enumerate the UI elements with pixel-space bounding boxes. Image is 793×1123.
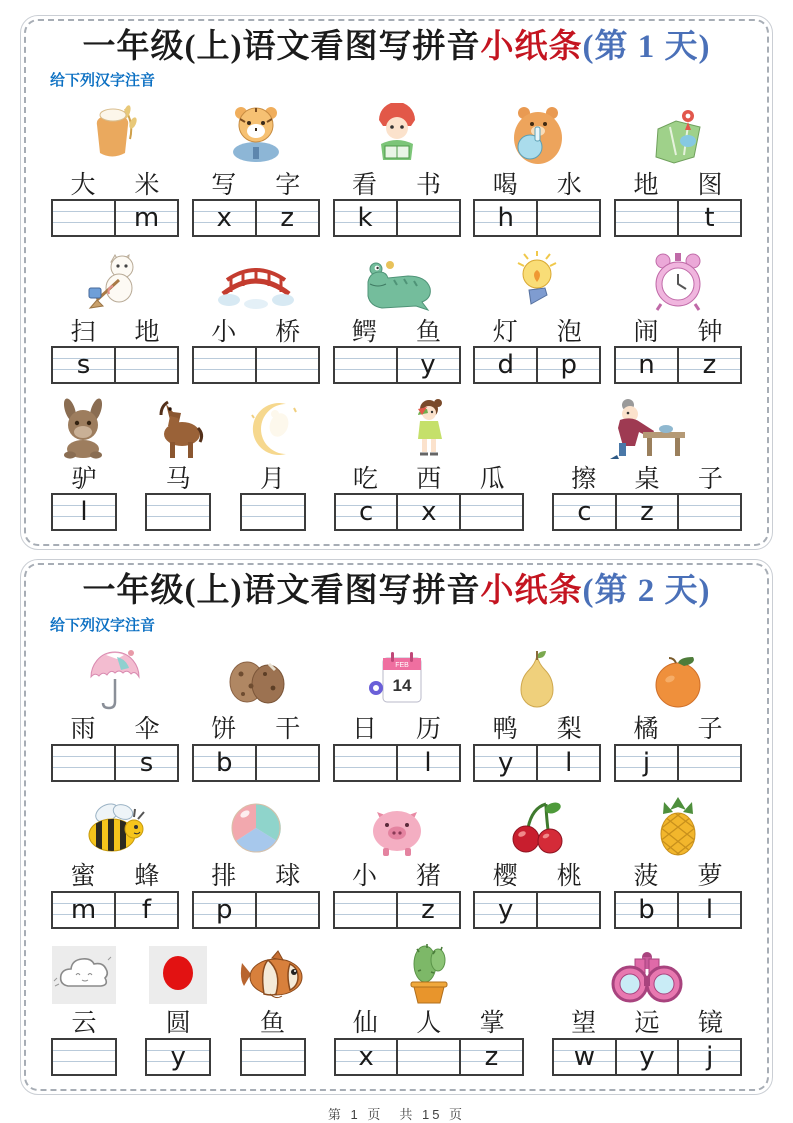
word-char: 大 (70, 171, 96, 199)
pinyin-answer-box[interactable] (192, 346, 320, 384)
chinese-word (240, 460, 306, 493)
word-char: 扫 (70, 318, 96, 346)
day-panel-inner (24, 563, 769, 1090)
pinyin-hint: b (215, 747, 233, 778)
umbrella-icon (51, 644, 179, 710)
word-char: 远 (634, 1010, 660, 1037)
pinyin-hint: n (638, 350, 655, 381)
vocab-item (333, 644, 461, 782)
pinyin-cell[interactable] (677, 348, 740, 382)
pinyin-cell[interactable] (396, 1040, 459, 1074)
pinyin-hint: c (358, 497, 374, 528)
vocab-item (334, 938, 524, 1076)
pinyin-hint: s (139, 747, 154, 778)
word-char: 字 (275, 171, 301, 199)
pinyin-cell[interactable] (335, 201, 396, 235)
panel-title-highlight: 小纸条 (480, 573, 583, 610)
pinyin-cell[interactable] (194, 893, 255, 927)
cloud-icon (51, 938, 117, 1004)
chinese-word (552, 460, 742, 493)
vocab-item (614, 791, 742, 929)
pinyin-cell[interactable] (335, 348, 396, 382)
page-footer: 第 1 页 共 15 页 (327, 1106, 466, 1122)
pinyin-answer-box[interactable] (51, 1038, 117, 1076)
pinyin-hint: t (704, 203, 715, 234)
word-char: 图 (697, 171, 723, 199)
panel-title-highlight: 小纸条 (480, 29, 583, 65)
word-char: 历 (415, 716, 441, 743)
vocab-item (333, 99, 461, 237)
pinyin-cell[interactable] (475, 348, 536, 382)
pinyin-hint: j (706, 1041, 714, 1072)
pinyin-hint: x (358, 1041, 374, 1072)
pinyin-cell[interactable] (53, 893, 114, 927)
pinyin-cell[interactable] (53, 1040, 115, 1074)
word-char: 闹 (633, 318, 659, 346)
pinyin-cell[interactable] (554, 495, 615, 529)
word-char: 瓜 (479, 465, 505, 493)
word-char: 排 (211, 863, 237, 890)
chinese-word (51, 1005, 117, 1038)
grandma-wiping-table-icon (552, 393, 742, 459)
pinyin-answer-box[interactable] (614, 346, 742, 384)
chinese-word (333, 313, 461, 346)
word-char: 看 (351, 171, 377, 199)
day-panel-2 (20, 559, 773, 1094)
vocab-item (145, 393, 211, 531)
word-char: 西 (416, 465, 442, 493)
pinyin-answer-box[interactable] (334, 493, 524, 531)
chinese-word (51, 313, 179, 346)
word-char: 鱼 (259, 1010, 285, 1037)
pinyin-cell[interactable] (255, 746, 318, 780)
chinese-word (614, 858, 742, 891)
word-char: 小 (351, 863, 377, 890)
vocab-item (51, 246, 179, 384)
chinese-word (333, 166, 461, 199)
word-char: 小 (211, 318, 237, 346)
word-char: 喝 (492, 171, 518, 199)
panel-title (48, 571, 745, 612)
pinyin-answer-box[interactable] (192, 744, 320, 782)
pinyin-cell[interactable] (53, 746, 114, 780)
vocab-item (552, 393, 742, 531)
pinyin-hint: y (420, 350, 436, 381)
chinese-word (51, 166, 179, 199)
chinese-word (473, 166, 601, 199)
day-panel-1 (20, 15, 773, 550)
pinyin-cell[interactable] (396, 746, 459, 780)
vocab-item (51, 791, 179, 929)
pinyin-hint: y (170, 1041, 186, 1072)
vocab-item (192, 246, 320, 384)
pinyin-hint: l (705, 894, 714, 925)
chinese-word (192, 858, 320, 891)
pinyin-hint: s (76, 350, 91, 381)
piglet-icon (333, 791, 461, 857)
vocab-row (48, 99, 745, 237)
word-char: 米 (134, 171, 160, 199)
word-char: 月 (259, 465, 285, 493)
panel-title-day: (第 1 天) (582, 29, 711, 65)
word-char: 蜜 (70, 863, 96, 890)
word-char: 鸭 (492, 716, 518, 743)
word-char: 吃 (352, 465, 378, 493)
pinyin-cell[interactable] (677, 893, 740, 927)
pinyin-answer-box[interactable] (473, 199, 601, 237)
word-char: 萝 (697, 863, 723, 890)
vocab-item (473, 99, 601, 237)
panels-container (20, 15, 773, 1095)
vocab-row (48, 644, 745, 782)
donkey-icon (51, 393, 117, 459)
vocab-item (145, 938, 211, 1076)
panel-title-main: 一年级(上)语文看图写拼音 (82, 573, 481, 610)
panel-title (48, 27, 745, 68)
vocab-item (473, 791, 601, 929)
pinyin-cell[interactable] (255, 201, 318, 235)
word-char: 仙 (352, 1010, 378, 1037)
pinyin-cell[interactable] (677, 495, 740, 529)
vocab-item (552, 938, 742, 1076)
pinyin-answer-box[interactable] (473, 346, 601, 384)
chinese-word (51, 858, 179, 891)
vocab-item (51, 99, 179, 237)
word-char: 书 (415, 171, 441, 199)
vocab-item (51, 938, 117, 1076)
pinyin-hint: y (639, 1041, 655, 1072)
chinese-word (240, 1005, 306, 1038)
pinyin-hint: z (280, 203, 295, 234)
word-char: 鱼 (415, 318, 441, 346)
svg-text:FEB: FEB (394, 661, 409, 669)
vocab-row (48, 791, 745, 929)
chinese-word (192, 166, 320, 199)
chinese-word (192, 313, 320, 346)
pinyin-answer-box[interactable] (473, 891, 601, 929)
light-bulb-icon (473, 246, 601, 312)
word-char: 鳄 (351, 318, 377, 346)
chinese-word (333, 858, 461, 891)
word-char: 灯 (492, 318, 518, 346)
pinyin-hint: z (640, 497, 654, 528)
day-panel-inner (24, 19, 769, 546)
pinyin-cell[interactable] (335, 746, 396, 780)
pinyin-cell[interactable] (554, 1040, 615, 1074)
word-char: 地 (134, 318, 160, 346)
pinyin-cell[interactable] (615, 1040, 678, 1074)
word-char: 樱 (492, 863, 518, 890)
word-char: 子 (697, 716, 723, 743)
pinyin-cell[interactable] (536, 746, 599, 780)
word-char: 人 (416, 1010, 442, 1037)
chinese-word (334, 460, 524, 493)
vocab-item (192, 99, 320, 237)
panel-rows (48, 99, 745, 531)
horse-icon (145, 393, 211, 459)
vocab-row (48, 393, 745, 531)
pinyin-cell[interactable] (335, 893, 396, 927)
word-char: 饼 (211, 716, 237, 743)
chinese-word (614, 313, 742, 346)
vocab-item (614, 246, 742, 384)
word-char: 蜂 (134, 863, 160, 890)
pinyin-answer-box[interactable] (614, 891, 742, 929)
pinyin-answer-box[interactable] (192, 199, 320, 237)
pinyin-answer-box[interactable] (240, 493, 306, 531)
panel-instruction: 给下列汉字注音 (50, 72, 156, 90)
pinyin-cell[interactable] (336, 495, 397, 529)
vocab-item (473, 246, 601, 384)
pinyin-cell[interactable] (242, 495, 304, 529)
vocab-item (240, 938, 306, 1076)
beach-ball-icon (192, 791, 320, 857)
word-char: 伞 (134, 716, 160, 743)
tiger-writing-icon (192, 99, 320, 165)
vocab-item (51, 393, 117, 531)
pinyin-answer-box[interactable] (552, 493, 742, 531)
calendar-icon (333, 644, 461, 710)
girl-eating-watermelon-icon (334, 393, 524, 459)
word-char: 桥 (275, 318, 301, 346)
pinyin-cell[interactable] (677, 201, 740, 235)
chinese-word (614, 166, 742, 199)
pinyin-cell[interactable] (114, 746, 177, 780)
pinyin-hint: h (497, 203, 514, 234)
pinyin-answer-box[interactable] (552, 1038, 742, 1076)
pinyin-cell[interactable] (536, 893, 599, 927)
pinyin-cell[interactable] (53, 348, 114, 382)
rice-sack-icon (51, 99, 179, 165)
word-char: 掌 (479, 1010, 505, 1037)
chinese-word (145, 460, 211, 493)
pinyin-answer-box[interactable] (51, 744, 179, 782)
vocab-item (473, 644, 601, 782)
chinese-word (145, 1005, 211, 1038)
pinyin-cell[interactable] (147, 1040, 209, 1074)
word-char: 擦 (571, 465, 597, 493)
pinyin-cell[interactable] (536, 201, 599, 235)
pinyin-hint: z (484, 1041, 499, 1072)
pinyin-answer-box[interactable] (614, 744, 742, 782)
chinese-word (333, 711, 461, 744)
pinyin-cell[interactable] (114, 893, 177, 927)
pinyin-answer-box[interactable] (333, 199, 461, 237)
map-icon (614, 99, 742, 165)
child-reading-icon (333, 99, 461, 165)
pinyin-cell[interactable] (459, 1040, 522, 1074)
bee-icon (51, 791, 179, 857)
pinyin-cell[interactable] (194, 746, 255, 780)
pinyin-cell[interactable] (536, 348, 599, 382)
pinyin-hint: l (565, 747, 573, 778)
pinyin-answer-box[interactable] (473, 744, 601, 782)
pinyin-answer-box[interactable] (614, 199, 742, 237)
panel-title-day: (第 2 天) (582, 573, 711, 610)
cat-sweeping-icon (51, 246, 179, 312)
pinyin-answer-box[interactable] (51, 346, 179, 384)
pinyin-cell[interactable] (616, 893, 677, 927)
word-char: 雨 (70, 716, 96, 743)
word-char: 驴 (71, 465, 97, 493)
pinyin-answer-box[interactable] (333, 744, 461, 782)
chinese-word (614, 711, 742, 744)
pear-icon (473, 644, 601, 710)
pinyin-hint: k (357, 203, 373, 234)
pinyin-cell[interactable] (396, 495, 459, 529)
pinyin-hint: y (498, 894, 514, 925)
pinyin-cell[interactable] (336, 1040, 397, 1074)
word-char: 望 (571, 1010, 597, 1037)
pinyin-cell[interactable] (475, 201, 536, 235)
pinyin-hint: m (133, 203, 160, 234)
word-char: 地 (633, 171, 659, 199)
word-char: 镜 (697, 1010, 723, 1037)
word-char: 日 (351, 716, 377, 743)
pinyin-cell[interactable] (616, 348, 677, 382)
word-char: 水 (556, 171, 582, 199)
pinyin-cell[interactable] (459, 495, 522, 529)
pineapple-icon (614, 791, 742, 857)
pinyin-hint: j (642, 747, 651, 778)
vocab-item (333, 791, 461, 929)
pinyin-answer-box[interactable] (333, 346, 461, 384)
bear-drinking-icon (473, 99, 601, 165)
pinyin-cell[interactable] (194, 201, 255, 235)
panel-rows (48, 644, 745, 1076)
pinyin-hint: l (424, 747, 432, 778)
pinyin-cell[interactable] (616, 201, 677, 235)
vocab-row (48, 938, 745, 1076)
pinyin-answer-box[interactable] (192, 891, 320, 929)
pinyin-hint: w (573, 1041, 595, 1072)
vocab-row (48, 246, 745, 384)
pinyin-cell[interactable] (53, 495, 115, 529)
chinese-word (334, 1005, 524, 1038)
crescent-moon-icon (240, 393, 306, 459)
pinyin-hint: p (215, 894, 233, 925)
chinese-word (473, 313, 601, 346)
pinyin-hint: f (141, 894, 152, 925)
word-char: 桃 (556, 863, 582, 890)
cherries-icon (473, 791, 601, 857)
word-char: 干 (275, 716, 301, 743)
pinyin-answer-box[interactable] (145, 493, 211, 531)
panel-title-main: 一年级(上)语文看图写拼音 (82, 29, 481, 65)
pinyin-cell[interactable] (396, 348, 459, 382)
alarm-clock-icon (614, 246, 742, 312)
pinyin-cell[interactable] (114, 201, 177, 235)
pinyin-cell[interactable] (242, 1040, 304, 1074)
svg-text:14: 14 (392, 675, 411, 695)
word-char: 梨 (556, 716, 582, 743)
pinyin-hint: x (216, 203, 232, 234)
vocab-item (333, 246, 461, 384)
pinyin-hint: m (70, 894, 97, 925)
vocab-item (192, 644, 320, 782)
word-char: 钟 (697, 318, 723, 346)
pinyin-cell[interactable] (615, 495, 678, 529)
chinese-word (552, 1005, 742, 1038)
vocab-item (334, 393, 524, 531)
panel-instruction: 给下列汉字注音 (50, 616, 156, 634)
pinyin-hint: z (421, 894, 435, 925)
pinyin-cell[interactable] (396, 201, 459, 235)
pinyin-cell[interactable] (194, 348, 255, 382)
word-char: 菠 (633, 863, 659, 890)
vocab-item (614, 99, 742, 237)
pinyin-answer-box[interactable] (51, 891, 179, 929)
pinyin-cell[interactable] (53, 201, 114, 235)
vocab-item (614, 644, 742, 782)
word-char: 圆 (165, 1010, 191, 1037)
chinese-word (473, 711, 601, 744)
chinese-word (51, 460, 117, 493)
pinyin-cell[interactable] (616, 746, 677, 780)
chinese-word (473, 858, 601, 891)
chinese-word (51, 711, 179, 744)
pinyin-hint: d (497, 350, 514, 381)
word-char: 云 (71, 1010, 97, 1037)
word-char: 橘 (633, 716, 659, 743)
word-char: 桌 (634, 465, 660, 493)
red-circle-icon (145, 938, 211, 1004)
pinyin-hint: y (498, 747, 514, 778)
vocab-item (51, 644, 179, 782)
cactus-icon (334, 938, 524, 1004)
word-char: 猪 (415, 863, 441, 890)
binoculars-icon (552, 938, 742, 1004)
word-char: 马 (165, 465, 191, 493)
vocab-item (240, 393, 306, 531)
pinyin-answer-box[interactable] (333, 891, 461, 929)
pinyin-cell[interactable] (396, 893, 459, 927)
pinyin-cell[interactable] (475, 746, 536, 780)
pinyin-cell[interactable] (677, 1040, 740, 1074)
pinyin-hint: l (80, 497, 88, 528)
pinyin-hint: c (577, 497, 592, 528)
tangerine-icon (614, 644, 742, 710)
pinyin-cell[interactable] (147, 495, 209, 529)
pinyin-answer-box[interactable] (51, 493, 117, 531)
crocodile-icon (333, 246, 461, 312)
pinyin-answer-box[interactable] (334, 1038, 524, 1076)
pinyin-cell[interactable] (475, 893, 536, 927)
pinyin-answer-box[interactable] (145, 1038, 211, 1076)
word-char: 泡 (556, 318, 582, 346)
clownfish-icon (240, 938, 306, 1004)
pinyin-hint: b (638, 894, 655, 925)
vocab-item (192, 791, 320, 929)
pinyin-hint: z (702, 350, 717, 381)
pinyin-cell[interactable] (677, 746, 740, 780)
pinyin-cell[interactable] (255, 348, 318, 382)
red-bridge-icon (192, 246, 320, 312)
biscuits-icon (192, 644, 320, 710)
chinese-word (192, 711, 320, 744)
pinyin-cell[interactable] (255, 893, 318, 927)
word-char: 写 (211, 171, 237, 199)
pinyin-hint: p (560, 350, 577, 381)
pinyin-cell[interactable] (114, 348, 177, 382)
pinyin-hint: x (421, 497, 437, 528)
pinyin-answer-box[interactable] (51, 199, 179, 237)
word-char: 子 (697, 465, 723, 493)
word-char: 球 (275, 863, 301, 890)
pinyin-answer-box[interactable] (240, 1038, 306, 1076)
